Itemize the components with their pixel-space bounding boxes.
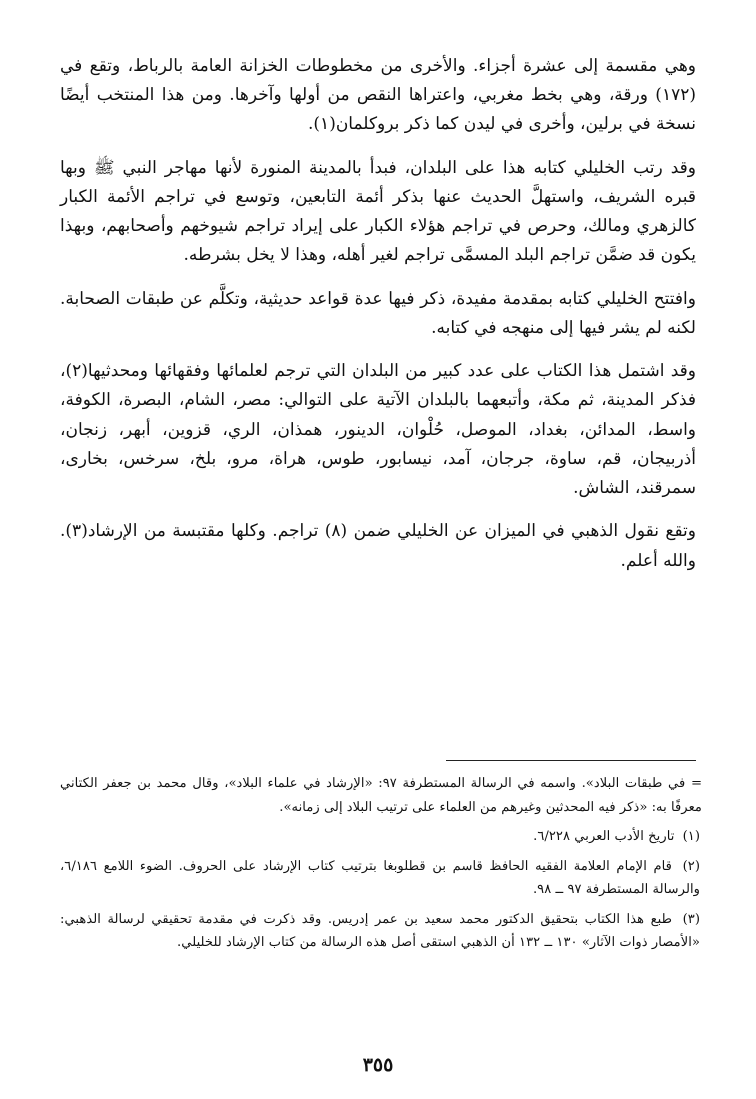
main-text [60,52,696,576]
footnote-text: قام الإمام العلامة الفقيه الحافظ قاسم بن قطلوبغا بترتيب كتاب الإرشاد على الحروف. الضوء اللامع ٦/١٨٦، والرسالة المستطرفة ٩٧ ــ ٩٨. [60,858,700,897]
page-number: ٣٥٥ [362,1054,394,1076]
footnotes [60,772,700,961]
footnote-number: (٣) [682,911,700,927]
paragraph: وتقع نقول الذهبي في الميزان عن الخليلي ضمن (٨) تراجم. وكلها مقتبسة من الإرشاد(٣). والله أعلم. [60,521,696,571]
footnote-continuation: = في طبقات البلاد». واسمه في الرسالة المستطرفة ٩٧: «الإرشاد في علماء البلاد»، وقال محمد بن جعفر الكتاني معرفًا به: «ذكر فيه المحدثين وغيرهم من العلماء على ترتيب البلاد إلى زمانه». [60,776,702,815]
footnote-separator [446,760,696,761]
footnote-text: تاريخ الأدب العربي ٦/٢٢٨. [533,829,675,844]
footnote-number: (٢) [682,858,700,874]
paragraph: وهي مقسمة إلى عشرة أجزاء. والأخرى من مخطوطات الخزانة العامة بالرباط، وتقع في (١٧٢) ورقة، وهي بخط مغربي، واعتراها النقص من أولها وآخرها. ومن هذا المنتخب أيضًا نسخة في برلين، وأخرى في ليدن كما ذكر بروكلمان(١). [60,56,696,135]
footnote-number: (١) [682,829,700,844]
paragraph: وافتتح الخليلي كتابه بمقدمة مفيدة، ذكر فيها عدة قواعد حديثية، وتكلَّم عن طبقات الصحابة. لكنه لم يشر فيها إلى منهجه في كتابه. [60,288,696,338]
footnote [60,825,700,849]
paragraph: وقد رتب الخليلي كتابه هذا على البلدان، فبدأ بالمدينة المنورة لأنها مهاجر النبي ﷺ وبها قبره الشريف، واستهلَّ الحديث عنها بذكر أئمة التابعين، وتوسع في تراجم الأئمة الكبار كالزهري ومالك، وحرص في تراجم هؤلاء الكبار على إيراد تراجم شيوخهم وأصحابهم، وبهذا يكون قد ضمَّن تراجم البلد المسمَّى تراجم لغير أهله، وهذا لا يخل بشرطه. [60,157,696,266]
footnote [60,908,700,955]
footnote-text: طبع هذا الكتاب بتحقيق الدكتور محمد سعيد بن عمر إدريس. وقد ذكرت في مقدمة تحقيقي لرسالة الذهبي: «الأمصار ذوات الآثار» ١٣٠ ــ ١٣٢ أن الذهبي استقى أصل هذه الرسالة من كتاب الإرشاد للخليلي. [60,911,700,950]
paragraph: وقد اشتمل هذا الكتاب على عدد كبير من البلدان التي ترجم لعلمائها وفقهائها ومحدثيها(٢)، فذكر المدينة، ثم مكة، وأتبعهما بالبلدان الآتية على التوالي: مصر، الشام، البصرة، الكوفة، واسط، المدائن، بغداد، الموصل، حُلْوان، الدينور، همذان، الري، قزوين، أبهر، زنجان، أذربيجان، قم، ساوة، جرجان، آمد، نيسابور، طوس، هراة، مرو، بلخ، سرخس، بخارى، سمرقند، الشاش. [60,361,696,499]
footnote [60,855,700,902]
